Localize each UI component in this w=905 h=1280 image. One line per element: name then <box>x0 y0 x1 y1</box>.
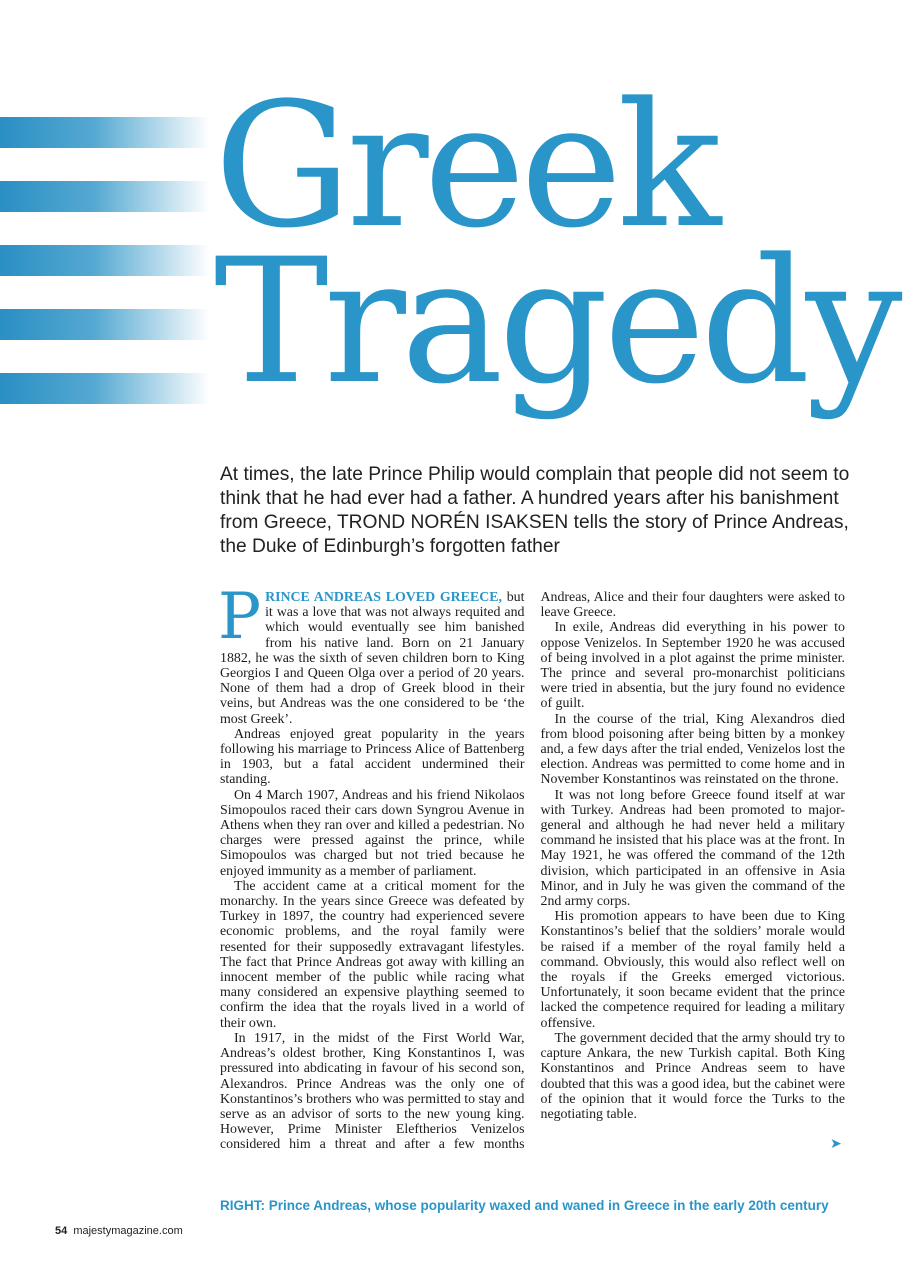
article-paragraph: In the course of the trial, King Alexandros died from blood poisoning after being bitten by a monkey and, a few days after the trial ended, Venizelos lost the election. Andreas was permitted to come home and in November Konstantinos was reinstated on the throne. <box>540 711 845 788</box>
article-paragraph <box>218 580 525 727</box>
photo-caption <box>220 1198 850 1213</box>
caption-label: RIGHT: <box>220 1198 265 1213</box>
page-footer <box>55 1225 183 1237</box>
article-paragraph: In 1917, in the midst of the First World War, Andreas’s oldest brother, King Konstantinos I, was pressured into abdicating in favour of his second son, Alexandros. Prince Andreas was the only one of Konstantinos’s brothers who was permitted to stay and serve as an advisor of sorts to the new young king. However, Prime Minister Eleftherios Venizelos considered him a threat and after a few months Andreas, Alice and their four daughters were asked to leave Greece. <box>220 590 845 1153</box>
article-paragraph: The government decided that the army should try to capture Ankara, the new Turkish capital. Both King Konstantinos and Prince Andreas seem to have doubted that this was a good idea, but the cabinet were of the opinion that it would force the Turks to the negotiating table. <box>540 1030 845 1122</box>
article-body <box>218 580 845 1160</box>
page-number: 54 <box>55 1225 68 1237</box>
headline-line-1: Greek <box>214 65 717 266</box>
lead-in: RINCE ANDREAS LOVED GREECE, <box>265 590 502 605</box>
stripe <box>0 373 210 404</box>
website: majestymagazine.com <box>73 1225 183 1237</box>
headline-line-2: Tragedy <box>214 221 898 422</box>
standfirst: At times, the late Prince Philip would complain that people did not seem to think that he had ever had a father. A hundred years after his banishment from Greece, TROND NORÉN ISAKSEN tells the story of Prince Andreas, the Duke of Edinburgh’s forgotten father <box>220 464 850 557</box>
paragraph-text: but it was a love that was not always requited and which would eventually see him banished from his native land. Born on 21 January 1882, he was the sixth of seven children born to King Georgios I and Queen Olga over a period of 20 years. None of them had a drop of Greek blood in their veins, but Andreas was the one considered to be ‘the most Greek’. <box>220 590 525 727</box>
stripe <box>0 245 210 276</box>
headline <box>214 65 898 422</box>
stripe <box>0 309 210 340</box>
article-paragraph: It was not long before Greece found itself at war with Turkey. Andreas had been promoted to major-general and although he had never held a military command he insisted that his place was at the front. In May 1921, he was offered the command of the 12th division, which participated in an offensive in Asia Minor, and in July he was given the command of the 2nd army corps. <box>540 787 845 910</box>
stripe <box>0 181 210 212</box>
drop-cap: P <box>218 580 262 654</box>
continue-arrow-icon: ➤ <box>830 1136 842 1152</box>
decorative-stripes <box>0 117 210 407</box>
article-paragraph: In exile, Andreas did everything in his power to oppose Venizelos. In September 1920 he was accused of being involved in a plot against the prime minister. The prince and several pro-monarchist politicians were tried in absentia, but the jury found no evidence of guilt. <box>540 620 845 712</box>
article-paragraph: His promotion appears to have been due to King Konstantinos’s belief that the soldiers’ morale would be raised if a member of the royal family held a command. Obviously, this would also reflect well on the royals if the Greeks emerged victorious. Unfortunately, it soon became evident that the prince lacked the competence required for leading a military offensive. <box>540 909 845 1031</box>
article-paragraph: The accident came at a critical moment for the monarchy. In the years since Greece was defeated by Turkey in 1897, the country had experienced severe economic problems, and the royal family were resented for their supposedly extravagant lifestyles. The fact that Prince Andreas got away with killing an innocent member of the public while racing what many considered an expensive plaything seemed to confirm the idea that the royals lived in a world of their own. <box>220 878 525 1031</box>
article-paragraph: Andreas enjoyed great popularity in the years following his marriage to Princess Alice of Battenberg in 1903, but a fatal accident undermined their standing. <box>220 726 525 788</box>
article-paragraph: On 4 March 1907, Andreas and his friend Nikolaos Simopoulos raced their cars down Syngrou Avenue in Athens when they ran over and killed a pedestrian. No charges were pressed against the prince, while Simopoulos was charged but not tried because he enjoyed immunity as a member of parliament. <box>220 787 525 879</box>
stripe <box>0 117 210 148</box>
caption-text: Prince Andreas, whose popularity waxed and waned in Greece in the early 20th century <box>265 1198 829 1213</box>
